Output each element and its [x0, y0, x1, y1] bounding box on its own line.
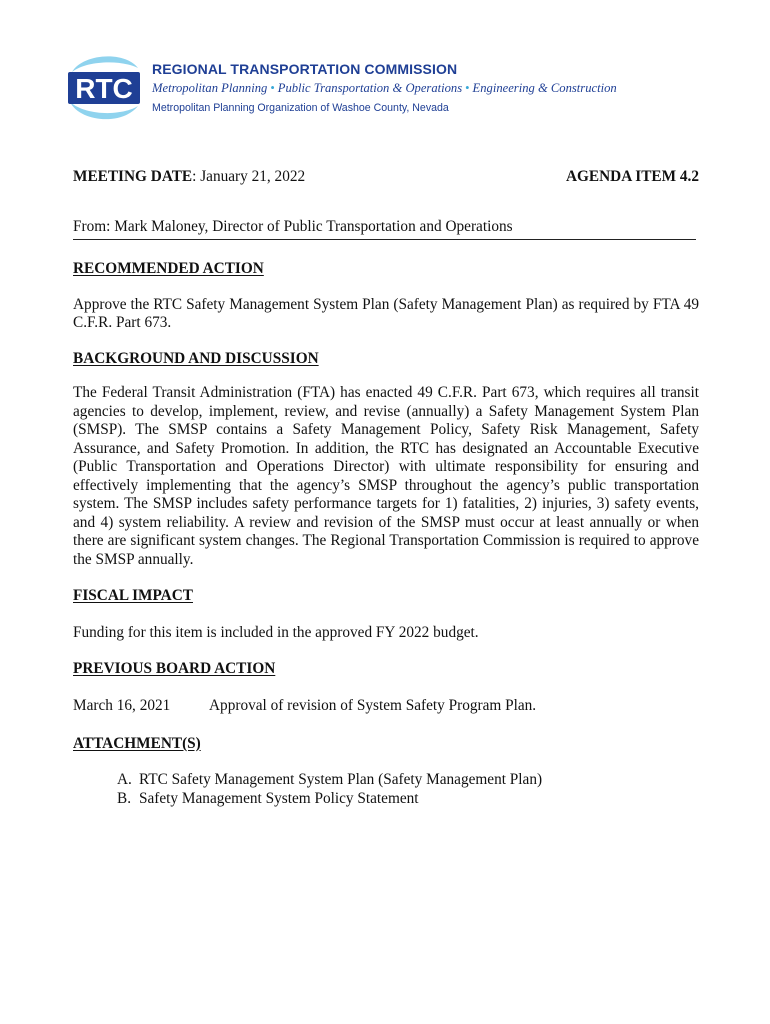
agenda-item: AGENDA ITEM 4.2: [565, 168, 699, 185]
rtc-logo: [66, 52, 142, 124]
division-planning: Metropolitan Planning: [152, 81, 268, 95]
org-divisions: [152, 81, 617, 96]
memo-body: [73, 168, 699, 808]
attachments-heading: ATTACHMENT(S): [73, 734, 201, 752]
logo-swoosh-bottom: [70, 102, 138, 119]
from-line: From: Mark Maloney, Director of Public Transportation and Operations: [73, 218, 513, 235]
previous-board-action-heading: PREVIOUS BOARD ACTION: [73, 660, 276, 677]
meeting-date-value: : January 21, 2022: [192, 168, 306, 185]
attachment-title: RTC Safety Management System Plan (Safety Management Plan): [139, 771, 543, 788]
org-mpo-line: Metropolitan Planning Organization of Washoe County, Nevada: [152, 102, 449, 114]
division-engineering: Engineering & Construction: [472, 81, 617, 95]
meeting-date: [73, 168, 305, 188]
division-separator: •: [465, 81, 470, 95]
attachment-letter: A.: [117, 771, 132, 788]
previous-action-date: March 16, 2021: [73, 696, 171, 714]
meeting-row: [73, 168, 699, 188]
org-name: REGIONAL TRANSPORTATION COMMISSION: [152, 61, 458, 77]
header-divider: [73, 239, 696, 240]
meeting-date-label: MEETING DATE: [73, 168, 193, 185]
background-text: The Federal Transit Administration (FTA) has enacted 49 C.F.R. Part 673, which requires all transit agencies to develop, implement, review, and revise (annually) a Safety Management System Plan (SMSP). The SMSP contains a Safety Management Policy, Safety Risk Management, Safety Assurance, and Safety Promotion. In addition, the RTC has designated an Accountable Executive (Public Transportation and Operations Director) with ultimate responsibility for ensuring and effectively implementing that the agency’s SMSP throughout the agency’s public transportation system. The SMSP includes safety performance targets for 1) fatalities, 2) injuries, 3) safety events, and 4) system reliability. A review and revision of the SMSP must occur at least annually or when there are significant system changes. The Regional Transportation Commission is required to approve the SMSP annually.: [73, 384, 699, 568]
recommended-action-heading: RECOMMENDED ACTION: [73, 260, 264, 277]
logo-swoosh-top: [72, 56, 138, 72]
recommended-action-text: Approve the RTC Safety Management System Plan (Safety Management Plan) as required by FTA 49 C.F.R. Part 673.: [73, 295, 699, 331]
attachment-title: Safety Management System Policy Statement: [139, 789, 419, 807]
division-transit: Public Transportation & Operations: [277, 81, 463, 95]
previous-action-description: Approval of revision of System Safety Program Plan.: [209, 696, 537, 714]
attachment-letter: B.: [117, 789, 132, 807]
previous-board-action-row: [73, 697, 699, 717]
attachments-list: [117, 771, 699, 808]
list-item: [117, 771, 699, 790]
background-heading: BACKGROUND AND DISCUSSION: [73, 349, 319, 367]
letterhead: [66, 52, 706, 128]
division-separator: •: [270, 81, 275, 95]
fiscal-impact-text: Funding for this item is included in the approved FY 2022 budget.: [73, 623, 479, 641]
fiscal-impact-heading: FISCAL IMPACT: [73, 587, 193, 604]
logo-text: RTC: [75, 73, 133, 104]
list-item: [117, 790, 699, 809]
